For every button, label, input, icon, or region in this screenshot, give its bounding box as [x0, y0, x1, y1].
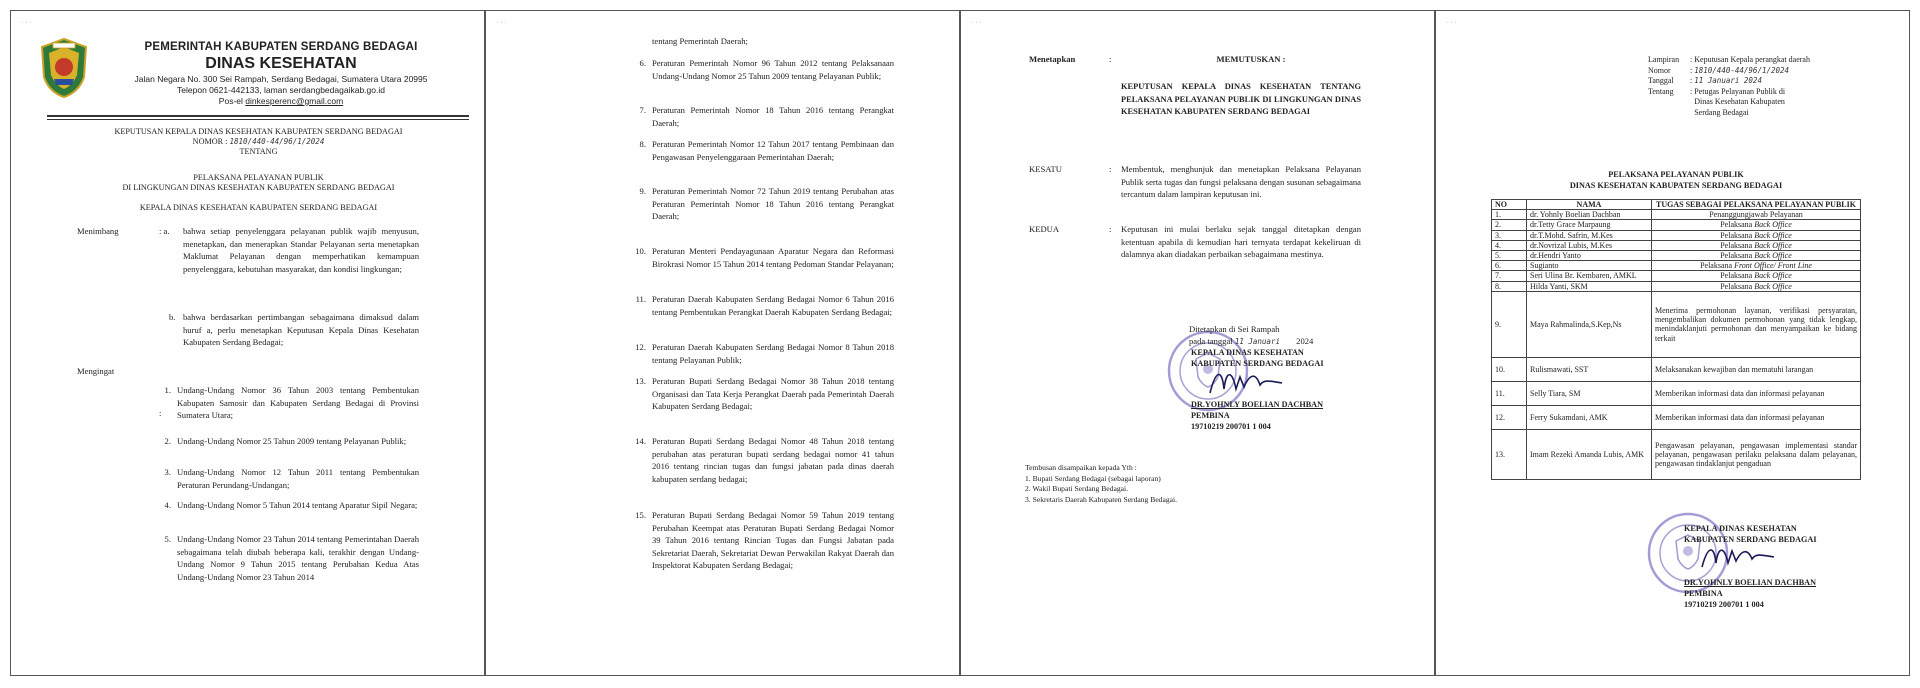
lampiran-tentang-label: Tentang — [1648, 86, 1674, 96]
decree-subject-line-1: PELAKSANA PELAYANAN PUBLIK — [193, 173, 324, 182]
signatory-name: DR.YOHNLY BOELIAN DACHBAN — [1684, 578, 1817, 587]
row-no: 2. — [1492, 220, 1527, 230]
col-nama-header: NAMA — [1527, 200, 1652, 210]
tembusan-item: 3. Sekretaris Daerah Kabupaten Serdang Bedagai. — [1025, 494, 1178, 504]
menimbang-b: bahwa berdasarkan pertimbangan sebagaimana dimaksud dalam huruf a, perlu menetapkan Keputusan Kepala Dinas Kesehatan Kabupaten Serdang Bedagai; — [183, 312, 419, 348]
ditetapkan-year: 2024 — [1296, 336, 1314, 346]
mengingat-item-5: Undang-Undang Nomor 23 Tahun 2014 tentang Pemerintahan Daerah sebagaimana telah diubah beberapa kali, terakhir dengan Undang-Undang Nomor 9 Tahun 2015 tentang Perubahan Kedua Atas Undang-Undang Nomor 23 Tahun 2014 — [177, 534, 419, 582]
row-tugas: Pengawasan pelayanan, pengawasan implementasi standar pelayanan, pengawasan perilaku pelaksana dalam pelayanan, pengawasan tindaklanjut pengaduan — [1652, 429, 1861, 479]
lampiran-tanggal-label: Tanggal — [1648, 76, 1674, 85]
decree-title — [51, 127, 466, 157]
mengingat-number: 3. — [164, 467, 171, 477]
kesatu-colon: : — [1109, 164, 1112, 174]
row-tugas: Penanggungjawab Pelayanan — [1652, 210, 1861, 220]
row-tugas: Memberikan informasi data dan informasi pelayanan — [1652, 405, 1861, 429]
kop-address-line: Jalan Negara No. 300 Sei Rampah, Serdang Bedagai, Sumatera Utara 20995 — [134, 74, 428, 84]
kedua-label: KEDUA — [1029, 224, 1060, 234]
table-row — [1492, 210, 1861, 220]
law-number: 12. — [635, 342, 646, 352]
mengingat-label: Mengingat — [77, 366, 115, 376]
law-item: Peraturan Bupati Serdang Bedagai Nomor 48 Tahun 2018 tentang perubahan atas peraturan bupati serdang bedagai nomor 41 tahun 2016 tentang rincian tugas dan fungsi jabatan pada dinas daerah kabupaten serdang bedagai; — [652, 436, 894, 484]
law-item: Peraturan Pemerintah Nomor 18 Tahun 2016 tentang Perangkat Daerah; — [652, 105, 894, 128]
row-tugas: Pelaksana Back Office — [1652, 281, 1861, 291]
row-nama: dr.Novrizal Lubis, M.Kes — [1527, 240, 1652, 250]
table-row — [1492, 220, 1861, 230]
kop-email-line — [91, 96, 471, 107]
table-row — [1492, 281, 1861, 291]
document-page-1 — [10, 10, 485, 676]
mengingat-item-1: Undang-Undang Nomor 36 Tahun 2003 tentang Pembentukan Kabupaten Samosir dan Kabupaten Serdang Bedagai di Provinsi Sumatera Utara; — [177, 385, 419, 421]
menimbang-label: Menimbang — [77, 226, 119, 236]
row-no: 4. — [1492, 240, 1527, 250]
scan-mark: · · · — [496, 19, 507, 26]
row-nama: Imam Rezeki Amanda Lubis, AMK — [1527, 429, 1652, 479]
law-number: 7. — [639, 105, 646, 115]
ditetapkan-place: Ditetapkan di Sei Rampah — [1189, 324, 1280, 334]
mengingat-number: 2. — [164, 436, 171, 446]
signatory-details — [1191, 399, 1323, 432]
kabupaten-logo-icon — [39, 37, 89, 99]
tembusan-item: 2. Wakil Bupati Serdang Bedagai. — [1025, 484, 1129, 493]
law-number: 6. — [639, 58, 646, 68]
decree-tentang: TENTANG — [239, 147, 278, 156]
law-number: 13. — [635, 376, 646, 386]
menetapkan-colon: : — [1109, 54, 1112, 64]
document-page-2 — [485, 10, 960, 676]
law-number: 10. — [635, 246, 646, 256]
row-nama: Selly Tiara, SM — [1527, 381, 1652, 405]
row-no: 11. — [1492, 381, 1527, 405]
menimbang-a: bahwa setiap penyelenggara pelayanan publik wajib menyusun, menetapkan, dan menerapkan Standar Pelayanan serta menetapkan Maklumat Pelayanan dengan memperhatikan kemampuan penyelenggara, kebutuhan masyarakat, dan kondisi lingkungan; — [183, 226, 419, 274]
row-tugas: Pelaksana Back Office — [1652, 220, 1861, 230]
lampiran-label: Lampiran — [1648, 55, 1680, 64]
row-no: 7. — [1492, 271, 1527, 281]
kedua-colon: : — [1109, 224, 1112, 234]
law-item: Peraturan Pemerintah Nomor 96 Tahun 2012 tentang Pelaksanaan Undang-Undang Nomor 25 Tahun 2009 tentang Pelayanan Publik; — [652, 58, 894, 81]
row-no: 10. — [1492, 357, 1527, 381]
lampiran-tentang-row: Tentang : Petugas Pelayanan Publik di Dinas Kesehatan Kabupaten Serdang Bedagai — [1648, 87, 1810, 119]
row-tugas: Menerima permohonan layanan, verifikasi persyaratan, mengembalikan dokumen permohonan yang tidak lengkap, menindaklanjuti permohonan dan menyampaikan ke bidang terkait — [1652, 291, 1861, 357]
ditetapkan-date-label: pada tanggal — [1189, 336, 1233, 346]
col-no-header: NO — [1492, 200, 1527, 210]
ditetapkan-date-handwritten: 11 Januari — [1234, 337, 1280, 346]
table-title-line-2: DINAS KESEHATAN KABUPATEN SERDANG BEDAGAI — [1569, 181, 1783, 190]
decree-number-handwritten: 1810/440-44/96/1/2024 — [229, 137, 325, 146]
table-row — [1492, 261, 1861, 271]
signatory-nip: 19710219 200701 1 004 — [1684, 600, 1764, 609]
row-no: 9. — [1492, 291, 1527, 357]
row-nama: Maya Rahmalinda,S.Kep,Ns — [1527, 291, 1652, 357]
kop-address — [91, 74, 471, 107]
row-tugas: Memberikan informasi data dan informasi pelayanan — [1652, 381, 1861, 405]
signatory-position-line-1: KEPALA DINAS KESEHATAN — [1191, 348, 1304, 357]
kedua-text: Keputusan ini mulai berlaku sejak tanggal ditetapkan dengan ketentuan apabila di kemudian hari ternyata terdapat kekeliruan di dalamnya akan diadakan perbaikan sebagaimana mestinya. — [1121, 224, 1361, 260]
row-tugas: Melaksanakan kewajiban dan mematuhi larangan — [1652, 357, 1861, 381]
lampiran-nomor-handwritten: 1810/440-44/96/1/2024 — [1694, 65, 1790, 75]
signatory-nip: 19710219 200701 1 004 — [1191, 422, 1271, 431]
signatory-rank: PEMBINA — [1191, 411, 1230, 420]
table-header-row — [1492, 200, 1861, 210]
menetapkan-label: Menetapkan — [1029, 54, 1076, 64]
scan-mark: · · · — [21, 19, 32, 26]
lampiran-row: Lampiran : Keputusan Kepala perangkat daerah — [1648, 55, 1810, 64]
row-nama: dr.T.Mohd. Safrin, M.Kes — [1527, 230, 1652, 240]
table-row — [1492, 291, 1861, 357]
decree-number-label: NOMOR : — [192, 137, 230, 146]
law-number: 8. — [639, 139, 646, 149]
law-item: Peraturan Bupati Serdang Bedagai Nomor 38 Tahun 2018 tentang Organisasi dan Tata Kerja Perangkat Daerah pada Pemerintah Daerah Kabupaten Serdang Bedagai; — [652, 376, 894, 412]
row-no: 8. — [1492, 281, 1527, 291]
document-page-3 — [960, 10, 1435, 676]
row-no: 13. — [1492, 429, 1527, 479]
row-nama: dr. Yohnly Boelian Dachban — [1527, 210, 1652, 220]
kop-line-2: DINAS KESEHATAN — [205, 55, 357, 72]
table-row — [1492, 240, 1861, 250]
kop-email-link[interactable]: dinkesperenc@gmail.com — [245, 96, 344, 106]
lampiran-header — [1648, 55, 1810, 118]
signatory-position-line-1: KEPALA DINAS KESEHATAN — [1684, 524, 1797, 533]
scan-mark: · · · — [971, 19, 982, 26]
law-number: 14. — [635, 436, 646, 446]
table-row — [1492, 230, 1861, 240]
tembusan-label: Tembusan disampaikan kepada Yth : — [1025, 463, 1137, 472]
memutuskan-heading: MEMUTUSKAN : — [1216, 54, 1286, 64]
document-page-4 — [1435, 10, 1910, 676]
row-nama: Seri Ulina Br. Kembaren, AMKL — [1527, 271, 1652, 281]
row-no: 5. — [1492, 251, 1527, 261]
mengingat-number: 5. — [164, 534, 171, 544]
row-tugas: Pelaksana Back Office — [1652, 230, 1861, 240]
law-item: Peraturan Daerah Kabupaten Serdang Bedagai Nomor 8 Tahun 2018 tentang Pelayanan Publik; — [652, 342, 894, 365]
lampiran-nomor-label: Nomor — [1648, 65, 1671, 75]
table-row — [1492, 405, 1861, 429]
lampiran-nomor-row: Nomor : 1810/440-44/96/1/2024 — [1648, 65, 1790, 75]
decree-title-line: KEPUTUSAN KEPALA DINAS KESEHATAN KABUPATEN SERDANG BEDAGAI — [114, 127, 403, 136]
tembusan-block — [1025, 463, 1177, 505]
row-no: 3. — [1492, 230, 1527, 240]
decree-kepala: KEPALA DINAS KESEHATAN KABUPATEN SERDANG BEDAGAI — [139, 203, 378, 212]
law-number: 9. — [639, 186, 646, 196]
continuation-text: tentang Pemerintah Daerah; — [652, 36, 748, 46]
table-row — [1492, 251, 1861, 261]
kop-line-1: PEMERINTAH KABUPATEN SERDANG BEDAGAI — [144, 41, 418, 53]
table-row — [1492, 381, 1861, 405]
staff-table — [1491, 199, 1861, 480]
lampiran-value: Keputusan Kepala perangkat daerah — [1694, 55, 1810, 64]
decree-number — [51, 137, 466, 147]
table-row — [1492, 271, 1861, 281]
menimbang-colon: : a. — [159, 226, 170, 236]
signatory-position-line-2: KABUPATEN SERDANG BEDAGAI — [1684, 535, 1817, 544]
decree-subject-line-2: DI LINGKUNGAN DINAS KESEHATAN KABUPATEN SERDANG BEDAGAI — [122, 183, 395, 192]
signature-icon — [1206, 363, 1286, 401]
row-tugas: Pelaksana Back Office — [1652, 240, 1861, 250]
row-tugas: Pelaksana Back Office — [1652, 251, 1861, 261]
law-item: Peraturan Menteri Pendayagunaan Aparatur Negara dan Reformasi Birokrasi Nomor 15 Tahun 2014 tentang Pedoman Standar Pelayanan; — [652, 246, 894, 269]
signatory-details — [1684, 577, 1816, 610]
row-tugas: Pelaksana Front Office/ Front Line — [1652, 261, 1861, 271]
lampiran-tanggal-row: Tanggal : 11 Januari 2024 — [1648, 76, 1762, 85]
row-nama: dr.Tetty Grace Marpaung — [1527, 220, 1652, 230]
kesatu-text: Membentuk, menghunjuk dan menetapkan Pelaksana Pelayanan Publik serta tugas dan fungsi pelaksana dengan susunan sebagaimana tercantum dalam lampiran keputusan ini. — [1121, 164, 1361, 200]
kop-divider — [47, 115, 469, 117]
law-item: Peraturan Daerah Kabupaten Serdang Bedagai Nomor 6 Tahun 2016 tentang Pembentukan Perangkat Daerah Kabupaten Serdang Bedagai; — [652, 294, 894, 317]
lampiran-tentang-value: Petugas Pelayanan Publik di Dinas Kesehatan Kabupaten Serdang Bedagai — [1694, 86, 1786, 117]
kop-divider-thin — [47, 119, 469, 120]
mengingat-number: 1. — [164, 385, 171, 395]
law-item: Peraturan Pemerintah Nomor 72 Tahun 2019 tentang Perubahan atas Peraturan Pemerintah Nomor 18 Tahun 2016 tentang Perangkat Daerah; — [652, 186, 894, 222]
row-nama: Ferry Sukamdani, AMK — [1527, 405, 1652, 429]
table-title-line-1: PELAKSANA PELAYANAN PUBLIK — [1608, 170, 1744, 179]
row-tugas: Pelaksana Back Office — [1652, 271, 1861, 281]
row-no: 6. — [1492, 261, 1527, 271]
row-nama: Rulismawati, SST — [1527, 357, 1652, 381]
signature-icon — [1698, 539, 1778, 575]
table-title — [1476, 169, 1876, 191]
signatory-position-line-2: KABUPATEN SERDANG BEDAGAI — [1191, 359, 1324, 368]
law-item: Peraturan Pemerintah Nomor 12 Tahun 2017 tentang Pembinaan dan Pengawasan Penyelenggaraan Pemerintahan Daerah; — [652, 139, 894, 162]
law-number: 15. — [635, 510, 646, 520]
lampiran-tanggal-handwritten: 11 Januari 2024 — [1694, 76, 1762, 85]
col-tugas-header: TUGAS SEBAGAI PELAKSANA PELAYANAN PUBLIK — [1652, 200, 1861, 210]
signatory-name: DR.YOHNLY BOELIAN DACHBAN — [1191, 400, 1324, 409]
signatory-rank: PEMBINA — [1684, 589, 1723, 598]
mengingat-item-2: Undang-Undang Nomor 25 Tahun 2009 tentang Pelayanan Publik; — [177, 436, 407, 446]
row-no: 12. — [1492, 405, 1527, 429]
law-item: Peraturan Bupati Serdang Bedagai Nomor 59 Tahun 2019 tentang Perubahan Keempat atas Peraturan Bupati Serdang Bedagai Nomor 39 Tahun 2016 tentang Rincian Tugas dan Fungsi Jabatan pada Sekretariat Daerah, Sekretariat Dewan Perwakilan Rakyat Daerah dan Inspektorat Kabupaten Serdang Bedagai; — [652, 510, 894, 571]
mengingat-item-3: Undang-Undang Nomor 12 Tahun 2011 tentang Pembentukan Peraturan Perundang-Undangan; — [177, 467, 419, 490]
kesatu-label: KESATU — [1029, 164, 1062, 174]
law-number: 11. — [635, 294, 646, 304]
keputusan-title: KEPUTUSAN KEPALA DINAS KESEHATAN TENTANG PELAKSANA PELAYANAN PUBLIK DI LINGKUNGAN DINAS KESEHATAN KABUPATEN SERDANG BEDAGAI — [1121, 82, 1361, 117]
decree-subject — [51, 173, 466, 193]
table-row — [1492, 429, 1861, 479]
row-nama: dr.Hendri Yanto — [1527, 251, 1652, 261]
row-nama: Hilda Yanti, SKM — [1527, 281, 1652, 291]
row-no: 1. — [1492, 210, 1527, 220]
mengingat-item-4: Undang-Undang Nomor 5 Tahun 2014 tentang Aparatur Sipil Negara; — [177, 500, 418, 510]
row-nama: Sugianto — [1527, 261, 1652, 271]
tembusan-item: 1. Bupati Serdang Bedagai (sebagai laporan) — [1025, 473, 1161, 483]
menimbang-b-letter: b. — [169, 312, 176, 322]
table-row — [1492, 357, 1861, 381]
kop-phone-line: Telepon 0621-442133, laman serdangbedagaikab.go.id — [177, 85, 385, 95]
scan-mark: · · · — [1446, 19, 1457, 26]
mengingat-number: 4. — [164, 500, 171, 510]
kop-email-prefix: Pos-el — [218, 96, 246, 106]
mengingat-colon: : — [159, 408, 162, 418]
